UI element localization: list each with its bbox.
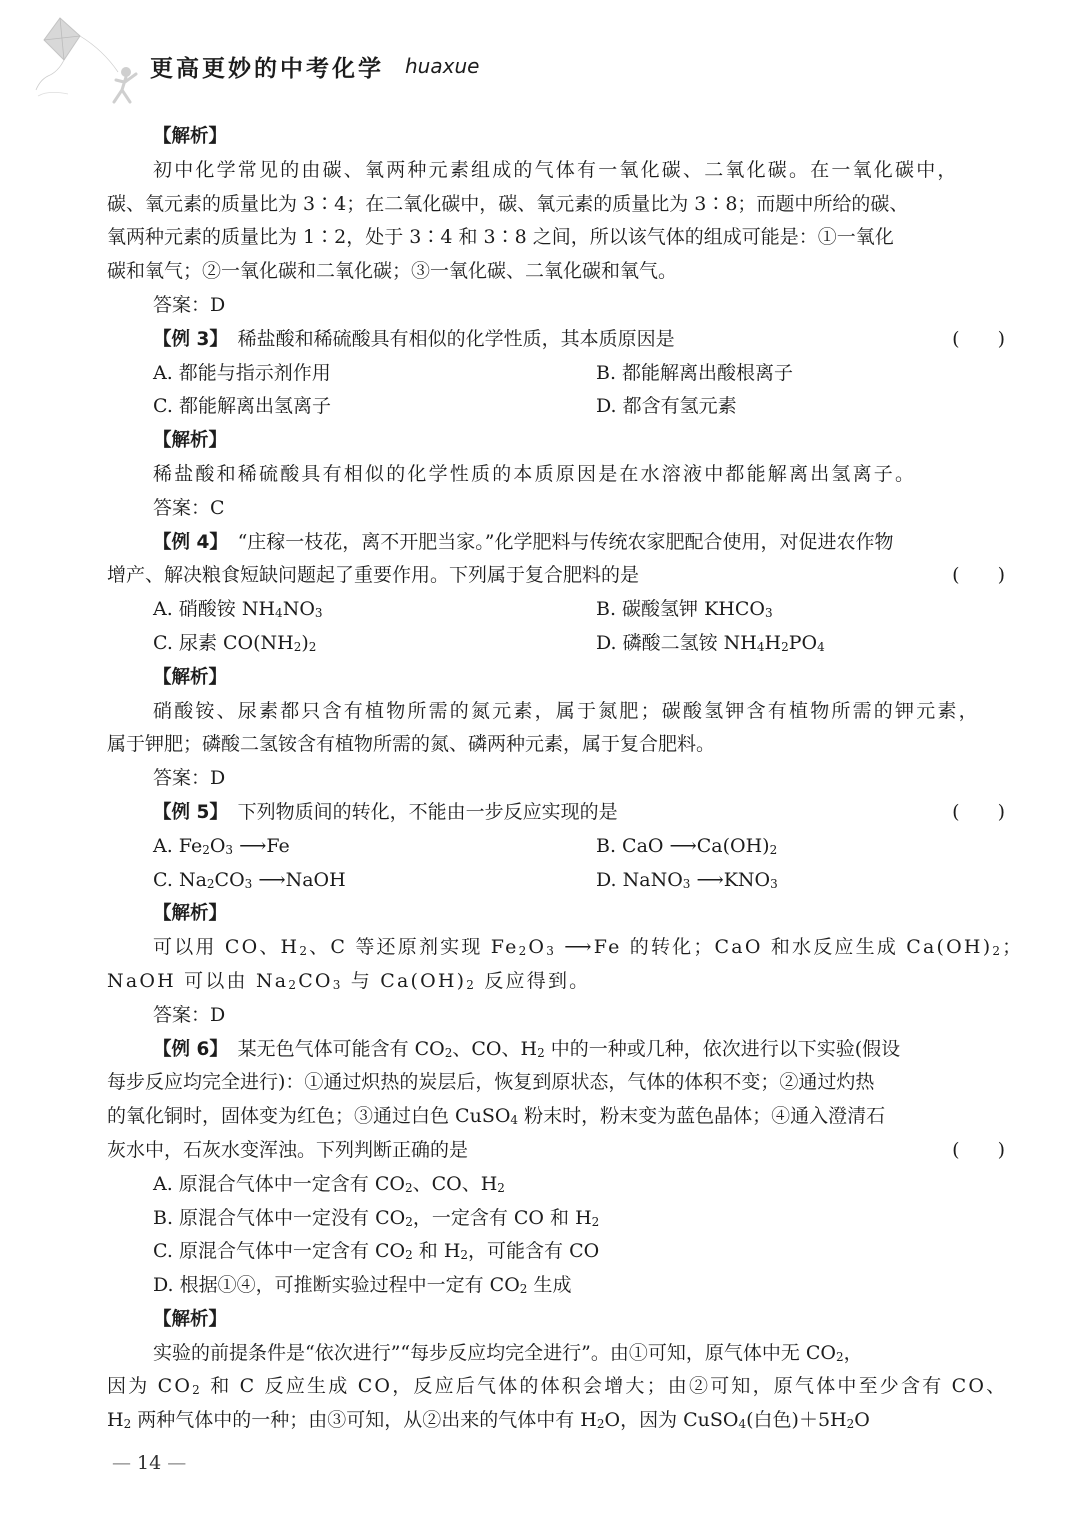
answer-paren: ( ) — [952, 800, 1005, 823]
question-text: “庄稼一枝花，离不开肥当家。”化学肥料与传统农家肥配合使用，对促进农作物 — [237, 530, 894, 553]
option-c: C. 都能解离出氢离子 — [153, 395, 331, 418]
answer-paren: ( ) — [952, 1138, 1005, 1161]
question-text: 增产、解决粮食短缺问题起了重要作用。下列属于复合肥料的是 — [107, 564, 640, 587]
analysis-heading: 【解析】 — [153, 666, 228, 688]
options-row — [107, 357, 1005, 391]
analysis-heading: 【解析】 — [153, 430, 228, 452]
option-b: B. 碳酸氢钾 $KHCO_3$ — [596, 598, 773, 621]
analysis-line: 碳和氧气；②一氧化碳和二氧化碳；③一氧化碳、二氧化碳和氧气。 — [107, 260, 678, 283]
analysis-line: 可以用 CO、$H_2$、C 等还原剂实现 $Fe_2O_3$ ⟶Fe 的转化；CaO 和水反应生成 $Ca(OH)_2$； — [153, 936, 1024, 959]
answer-paren: ( ) — [952, 564, 1005, 587]
option-a: A. 原混合气体中一定含有 $CO_2$、CO、$H_2$ — [153, 1172, 505, 1195]
analysis-line: $H_2$ 两种气体中的一种；由③可知，从②出来的气体中有 $H_2O$，因为 CuSO$_4$(白色)$+5H_2O$ — [107, 1409, 870, 1432]
options-row — [107, 830, 1005, 864]
page-footer — [112, 1452, 186, 1474]
page-header — [0, 0, 1080, 110]
answer-line: 答案：D — [153, 767, 226, 790]
option-d: D. 磷酸二氢铵 $NH_4H_2PO_4$ — [596, 631, 825, 654]
question-stem — [107, 796, 1005, 830]
question-text: 下列物质间的转化，不能由一步反应实现的是 — [237, 800, 618, 823]
option-b: B. CaO $⟶Ca(OH)_2$ — [596, 834, 778, 857]
options-row — [107, 864, 1005, 898]
page-content — [107, 120, 1024, 1438]
question-text: 每步反应均完全进行)：①通过炽热的炭层后，恢复到原状态，气体的体积不变；②通过灼热 — [107, 1071, 875, 1094]
question-stem — [107, 323, 1005, 357]
analysis-heading: 【解析】 — [153, 126, 228, 147]
option-b: B. 原混合气体中一定没有 $CO_2$，一定含有 CO 和 $H_2$ — [153, 1206, 600, 1229]
book-title: 更高更妙的中考化学 — [150, 56, 384, 82]
options-row — [107, 627, 1005, 661]
question-text: 灰水中，石灰水变浑浊。下列判断正确的是 — [107, 1138, 469, 1161]
example-label: 【例 6】 — [153, 1038, 219, 1060]
analysis-line: 氧两种元素的质量比为 1∶2，处于 3∶4 和 3∶8 之间，所以该气体的组成可能是：①一氧化 — [107, 226, 894, 249]
option-b: B. 都能解离出酸根离子 — [596, 361, 794, 384]
option-a: A. 硝酸铵 $NH_4NO_3$ — [153, 598, 323, 621]
question-text: 的氧化铜时，固体变为红色；③通过白色 CuSO$_4$ 粉末时，粉末变为蓝色晶体；④通入澄清石 — [107, 1105, 886, 1128]
question-stem — [107, 559, 1005, 593]
footer-dash-right: — — [167, 1452, 187, 1474]
option-a: A. 都能与指示剂作用 — [153, 361, 331, 384]
analysis-line: 实验的前提条件是“依次进行”“每步反应均完全进行”。由①可知，原气体中无 $CO_2$， — [153, 1341, 863, 1364]
answer-paren: ( ) — [952, 327, 1005, 350]
question-stem: 【例 6】 某无色气体可能含有 $CO_2$、CO、$H_2$ 中的一种或几种，依次进行以下实验(假设 — [153, 1037, 901, 1060]
page-number: 14 — [137, 1452, 162, 1474]
analysis-line: NaOH 可以由 $Na_2CO_3$ 与 $Ca(OH)_2$ 反应得到。 — [107, 969, 591, 992]
option-d: D. 都含有氢元素 — [596, 395, 737, 418]
analysis-line: 属于钾肥；磷酸二氢铵含有植物所需的氮、磷两种元素，属于复合肥料。 — [107, 733, 716, 756]
analysis-line: 因为 $CO_2$ 和 C 反应生成 CO，反应后气体的体积会增大；由②可知，原气体中至少含有 CO、 — [107, 1375, 1008, 1398]
answer-line: 答案：C — [153, 496, 225, 519]
option-c: C. 尿素 $CO(NH_2)_2$ — [153, 631, 317, 654]
question-text: 稀盐酸和稀硫酸具有相似的化学性质，其本质原因是 — [237, 327, 675, 350]
options-row — [107, 593, 1005, 627]
answer-line: 答案：D — [153, 293, 226, 316]
analysis-line: 初中化学常见的由碳、氧两种元素组成的气体有一氧化碳、二氧化碳。在一氧化碳中， — [153, 158, 959, 181]
options-row — [107, 390, 1005, 424]
book-subtitle: huaxue — [405, 54, 480, 78]
question-stem — [107, 526, 1005, 560]
option-c: C. 原混合气体中一定含有 $CO_2$ 和 $H_2$，可能含有 CO — [153, 1240, 600, 1263]
option-d: D. 根据①④，可推断实验过程中一定有 $CO_2$ 生成 — [153, 1274, 572, 1297]
analysis-line: 硝酸铵、尿素都只含有植物所需的氮元素，属于氮肥；碳酸氢钾含有植物所需的钾元素， — [153, 699, 980, 722]
kite-boy-icon — [18, 10, 148, 105]
example-label: 【例 3】 — [153, 328, 219, 350]
answer-line: 答案：D — [153, 1003, 226, 1026]
option-a: A. $Fe_2O_3$ ⟶Fe — [153, 834, 290, 857]
analysis-line: 碳、氧元素的质量比为 3∶4；在二氧化碳中，碳、氧元素的质量比为 3∶8；而题中所给的碳、 — [107, 192, 909, 215]
option-d: D. NaNO$_3$ $⟶KNO_3$ — [596, 868, 778, 891]
example-label: 【例 5】 — [153, 801, 219, 823]
question-stem — [107, 1134, 1005, 1168]
analysis-heading: 【解析】 — [153, 1308, 228, 1330]
footer-dash-left: — — [112, 1452, 131, 1474]
example-label: 【例 4】 — [153, 531, 219, 553]
analysis-heading: 【解析】 — [153, 903, 228, 925]
analysis-line: 稀盐酸和稀硫酸具有相似的化学性质的本质原因是在水溶液中都能解离出氢离子。 — [153, 462, 917, 485]
option-c: C. $Na_2CO_3$ ⟶NaOH — [153, 868, 346, 891]
